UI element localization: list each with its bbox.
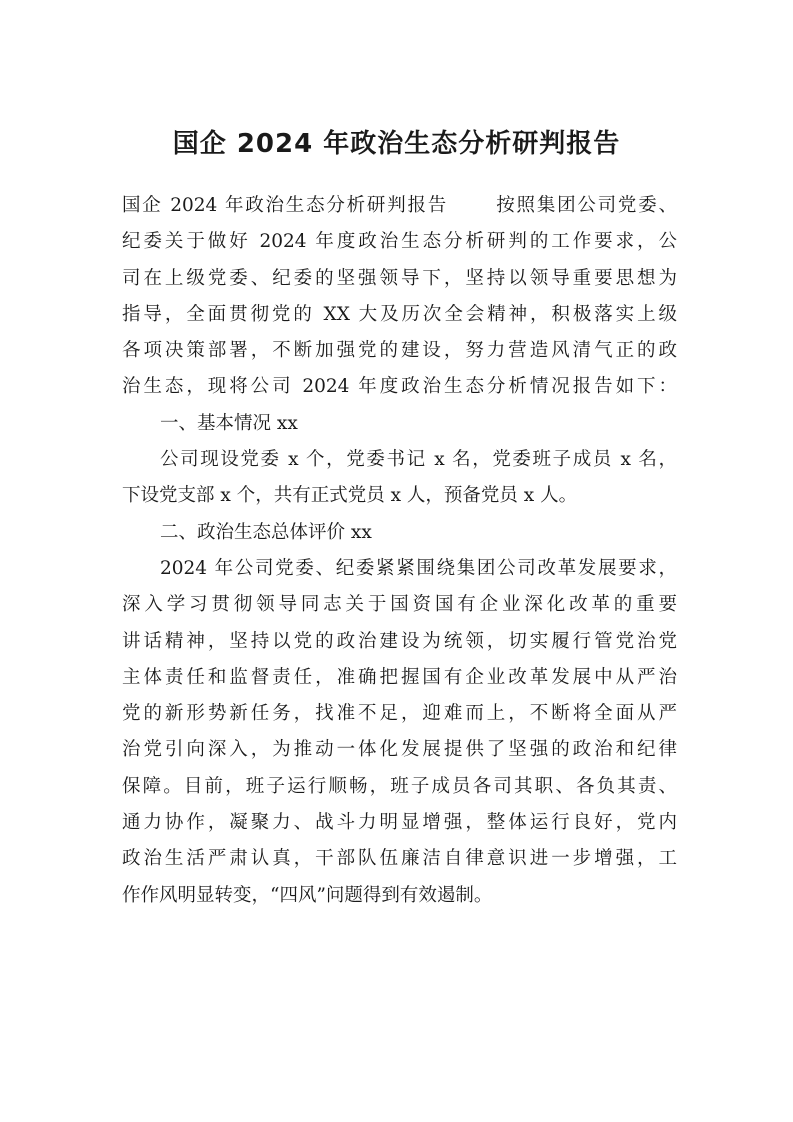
paragraph-line: 通力协作，凝聚力、战斗力明显增强，整体运行良好，党内 [122,812,677,834]
paragraph-line: 2024 年公司党委、纪委紧紧围绕集团公司改革发展要求， [160,557,677,579]
section-heading: 二、政治生态总体评价 xx [160,521,372,543]
paragraph-line: 各项决策部署，不断加强党的建设，努力营造风清气正的政 [122,340,677,362]
section-heading: 一、基本情况 xx [160,412,298,434]
document-body [122,188,677,914]
paragraph-line: 治生态，现将公司 2024 年度政治生态分析情况报告如下： [122,376,677,398]
document-title: 国企 2024 年政治生态分析研判报告 [172,129,621,159]
paragraph-line: 国企 2024 年政治生态分析研判报告 按照集团公司党委、 [122,195,677,216]
paragraph-line: 治党引向深入，为推动一体化发展提供了坚强的政治和纪律 [122,739,677,761]
paragraph-line: 讲话精神，坚持以党的政治建设为统领，切实履行管党治党 [122,630,677,652]
paragraph-line: 党的新形势新任务，找准不足，迎难而上，不断将全面从严 [122,703,677,725]
paragraph-line: 下设党支部 x 个，共有正式党员 x 人，预备党员 x 人。 [122,485,578,507]
paragraph-line: 纪委关于做好 2024 年度政治生态分析研判的工作要求，公 [122,231,677,253]
paragraph-line: 公司现设党委 x 个，党委书记 x 名，党委班子成员 x 名， [160,449,677,471]
paragraph-line: 司在上级党委、纪委的坚强领导下，坚持以领导重要思想为 [122,267,677,289]
paragraph-line: 深入学习贯彻领导同志关于国资国有企业深化改革的重要 [122,594,677,616]
paragraph-line: 主体责任和监督责任，准确把握国有企业改革发展中从严治 [122,666,677,688]
paragraph-line: 指导，全面贯彻党的 XX 大及历次全会精神，积极落实上级 [122,303,677,325]
paragraph-line: 政治生活严肃认真，干部队伍廉洁自律意识进一步增强，工 [122,848,677,870]
paragraph-line: 保障。目前，班子运行顺畅，班子成员各司其职、各负其责、 [122,775,677,797]
paragraph-line: 作作风明显转变，“四风”问题得到有效遏制。 [122,884,493,906]
